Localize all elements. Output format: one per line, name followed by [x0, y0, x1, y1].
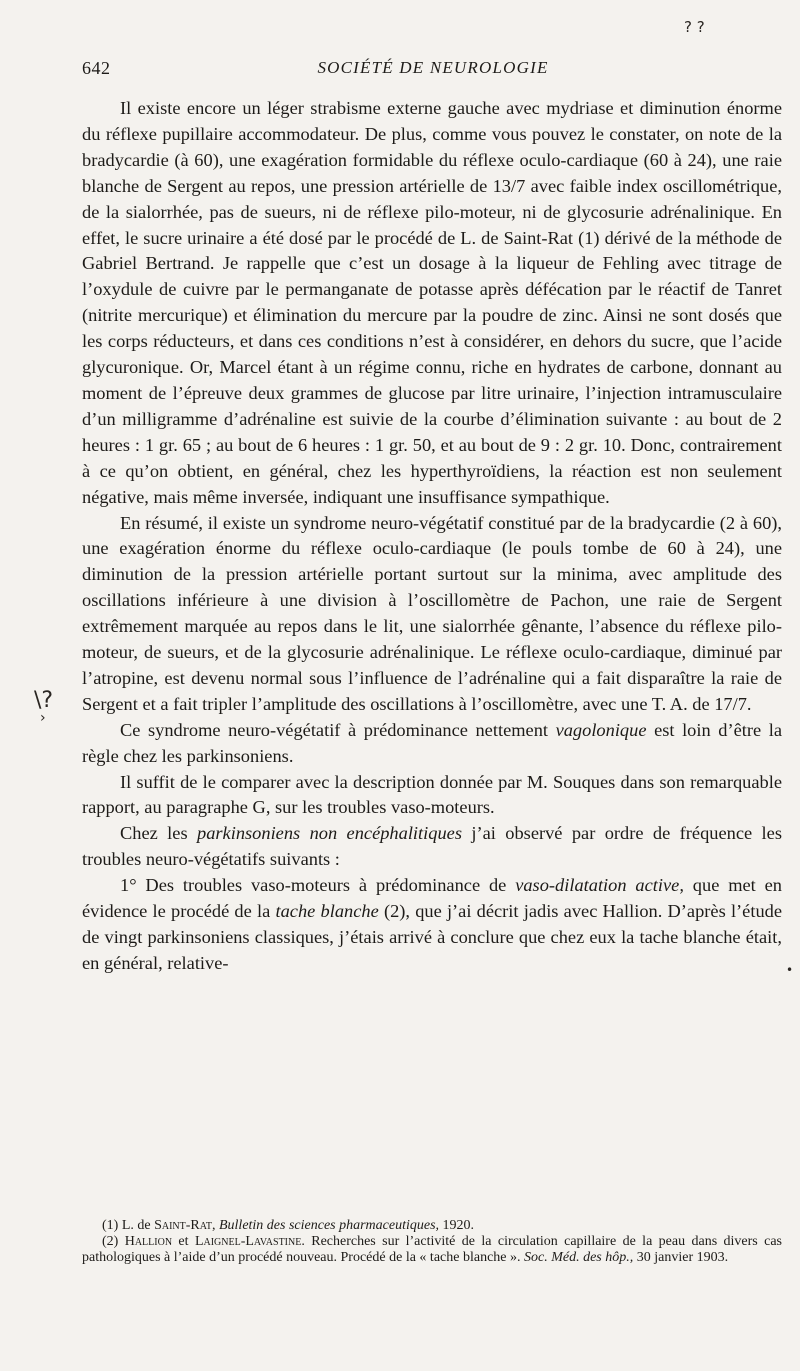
- paragraph-5: Chez les parkinsoniens non encéphalitiques j’ai observé par ordre de fréquence les troubles neuro-végétatifs suivants :: [82, 823, 782, 870]
- margin-mark-bullet: •: [786, 963, 794, 977]
- paragraph-4: Il suffit de le comparer avec la description donnée par M. Souques dans son remarquable rapport, au paragraphe G, sur les troubles vaso-moteurs.: [82, 771, 782, 818]
- italic-parkinsoniens: parkinsoniens non encéphalitiques: [197, 823, 462, 844]
- paragraph-3: Ce syndrome neuro-végétatif à prédominance nettement vagolonique est loin d’être la règle chez les parkinsoniens.: [82, 719, 782, 766]
- page-header: [82, 58, 784, 82]
- footnote-1: (1) L. de Saint-Rat, Bulletin des sciences pharmaceutiques, 1920.: [102, 1218, 475, 1233]
- body-text: [82, 96, 782, 977]
- margin-mark-top: ? ?: [684, 18, 705, 36]
- margin-mark-left: \?: [34, 688, 54, 713]
- page-number: 642: [82, 58, 111, 78]
- footnotes: [82, 1218, 782, 1266]
- footnote-2: (2) Hallion et Laignel-Lavastine. Recherches sur l’activité de la circulation capillaire de la peau dans divers cas pathologiques à l’aide d’un procédé nouveau. Procédé de la « tache blanche ». Soc. Méd. des hôp., 30 janvier 1903.: [82, 1234, 783, 1265]
- paragraph-6: 1° Des troubles vaso-moteurs à prédominance de vaso-dilatation active, que met en évidence le procédé de la tache blanche (2), que j’ai décrit jadis avec Hallion. D’après l’étude de vingt parkinsoniens classiques, j’étais arrivé à conclure que chez eux la tache blanche était, en général, relative-: [82, 875, 783, 973]
- paragraph-1: Il existe encore un léger strabisme externe gauche avec mydriase et diminution énorme du réflexe pupillaire accommodateur. De plus, comme vous pouvez le constater, on note de la bradycardie (à 60), une exagération formidable du réflexe oculo-cardiaque (60 à 24), une raie blanche de Sergent au repos, une pression artérielle de 13/7 avec faible index oscillométrique, de la sialorrhée, pas de sueurs, ni de réflexe pilo-moteur, ni de glycosurie adrénalinique. En effet, le sucre urinaire a été dosé par le procédé de L. de Saint-Rat (1) dérivé de la méthode de Gabriel Bertrand. Je rappelle que c’est un dosage à la liqueur de Fehling avec titrage de l’oxydule de cuivre par le permanganate de potasse après défécation par le réactif de Tanret (nitrite mercurique) et élimination du mercure par la poudre de zinc. Ainsi ne sont dosés que les corps réducteurs, et dans ces conditions n’est à considérer, en dehors du sucre, que l’acide glycuronique. Or, Marcel étant à un régime connu, riche en hydrates de carbone, donnant au moment de l’épreuve deux grammes de glucose par litre urinaire, l’injection intramusculaire d’un milligramme d’adrénaline est suivie de la courbe d’élimination suivante : au bout de 2 heures : 1 gr. 65 ; au bout de 6 heures : 1 gr. 50, et au bout de 9 : 2 gr. 10. Donc, contrairement à ce qu’on obtient, en général, chez les hyperthyroïdiens, la réaction est non seulement négative, mais même inversée, indiquant une insuffisance sympathique.: [82, 98, 782, 507]
- running-head: SOCIÉTÉ DE NEUROLOGIE: [317, 58, 549, 77]
- margin-mark-left-small: ›: [40, 710, 46, 726]
- italic-vagotonique: vagolonique: [555, 719, 647, 740]
- paragraph-2: En résumé, il existe un syndrome neuro-végétatif constitué par de la bradycardie (2 à 60), une exagération énorme du réflexe oculo-cardiaque (le pouls tombe de 60 à 24), une diminution de la pression artérielle portant surtout sur la minima, avec amplitude des oscillations inférieure à une division à l’oscillomètre de Pachon, une raie de Sergent extrêmement marquée au repos dans le lit, une sialorrhée gênante, l’absence du réflexe pilo-moteur, de sueurs, et de la glycosurie adrénalinique. Le réflexe oculo-cardiaque, diminué par l’atropine, est devenu normal sous l’influence de l’adrénaline qui a fait disparaître la raie de Sergent et a fait tripler l’amplitude des oscillations à l’oscillomètre, avec une T. A. de 17/7.: [82, 512, 782, 714]
